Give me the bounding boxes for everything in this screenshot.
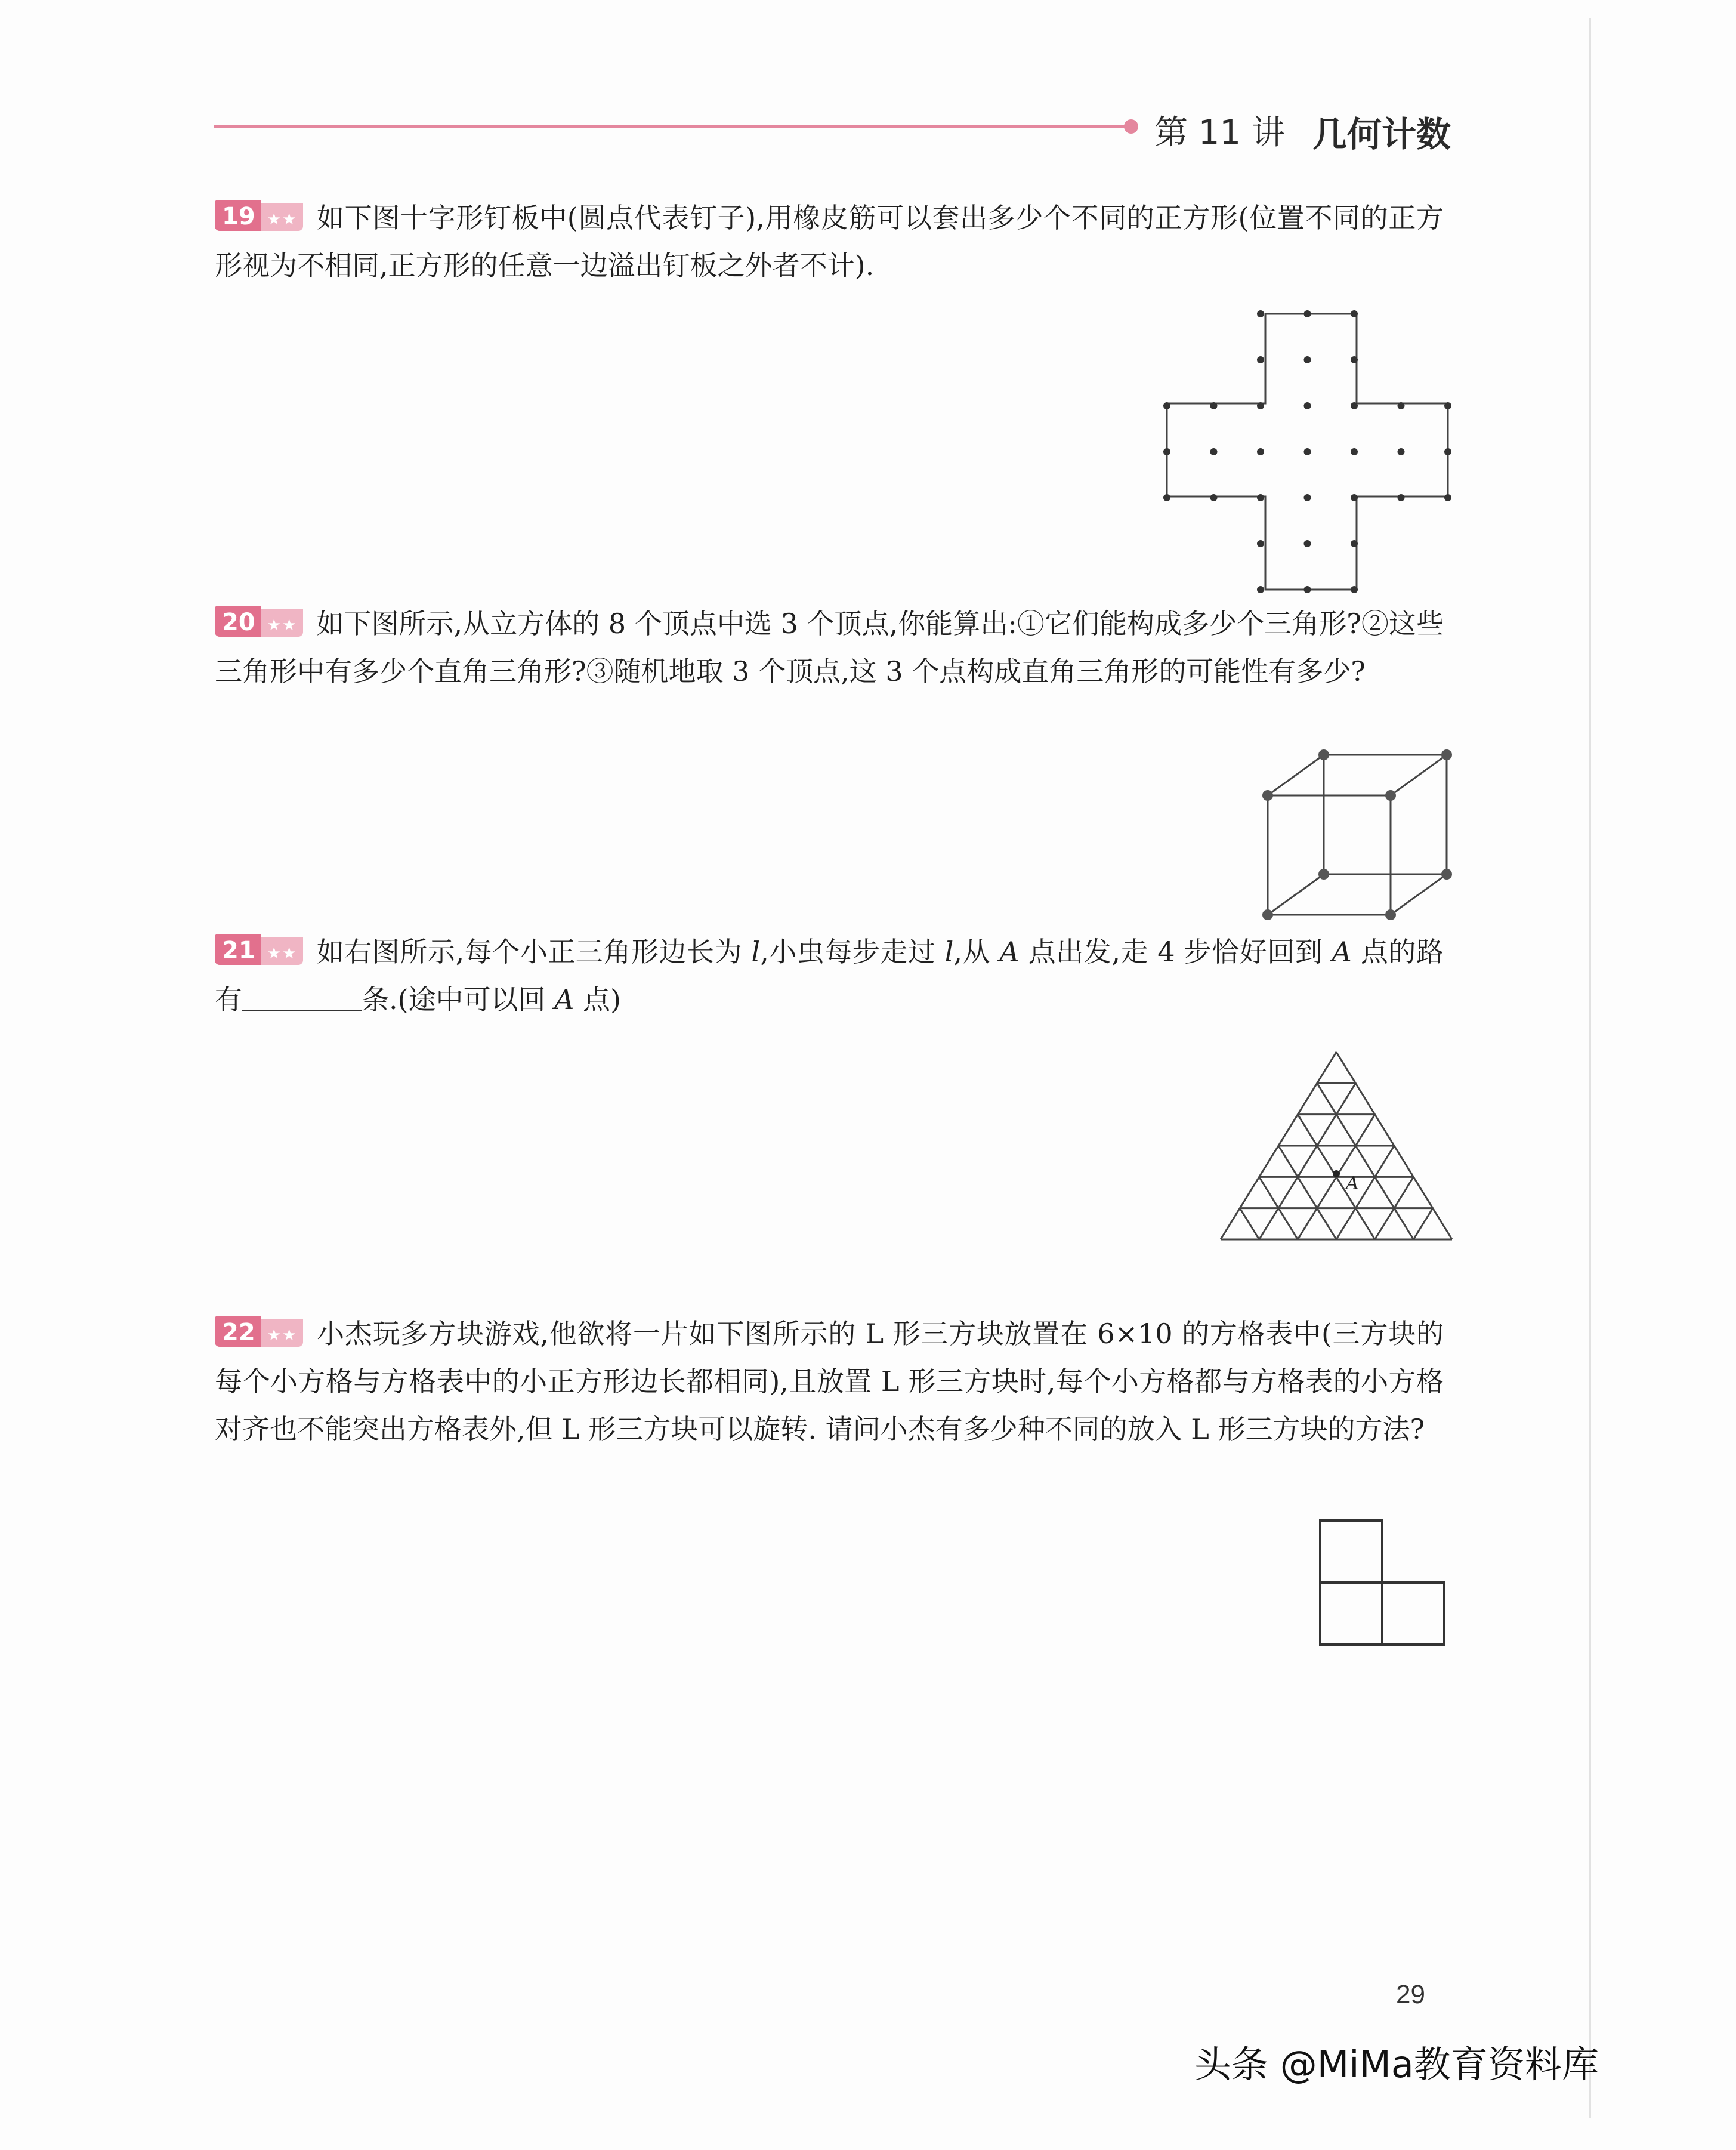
watermark: 头条 @MiMa教育资料库 (1194, 2043, 1599, 2086)
peg (1304, 448, 1311, 455)
difficulty-stars: ★★ (261, 937, 304, 965)
problem-text: ,从 (953, 936, 1000, 968)
problem-number: 22 (215, 1316, 261, 1347)
l-tromino-figure (1318, 1519, 1450, 1650)
point-a-label: A (1346, 1173, 1359, 1194)
peg (1351, 448, 1358, 455)
problem-text: 点的路有 (215, 936, 1444, 1016)
peg (1163, 448, 1170, 455)
problem-text: 条.(途中可以回 (362, 983, 555, 1016)
problem-badge (215, 199, 303, 231)
problem-text: ,小虫每步走过 (760, 936, 945, 968)
page-binding-edge (1589, 18, 1591, 2118)
problem-text: 如下图所示,从立方体的 8 个顶点中选 3 个顶点,你能算出:①它们能构成多少个三角形?②这些三角形中有多少个直角三角形?③随机地取 3 个顶点,这 3 个点构成直角三角形的可能性有多少? (215, 607, 1444, 687)
problem-19 (215, 194, 1444, 289)
peg (1351, 586, 1358, 593)
peg (1444, 448, 1451, 455)
point-a: A (554, 983, 574, 1016)
peg (1257, 310, 1264, 317)
peg (1210, 402, 1218, 409)
point-a: A (1332, 936, 1352, 968)
peg (1304, 494, 1311, 501)
problem-number: 19 (215, 200, 261, 231)
peg (1398, 402, 1405, 409)
cube-figure (1262, 749, 1453, 922)
peg (1304, 540, 1311, 547)
peg (1304, 586, 1311, 593)
header-rule (214, 125, 1125, 128)
problem-22 (215, 1310, 1444, 1453)
peg (1210, 448, 1218, 455)
grid-line (1240, 1208, 1259, 1239)
lecture-topic: 几何计数 (1312, 114, 1451, 155)
problem-number: 21 (215, 934, 261, 965)
answer-blank[interactable] (242, 986, 362, 1011)
grid-line (1413, 1208, 1432, 1239)
problem-text: 点) (574, 983, 622, 1016)
peg (1351, 402, 1358, 409)
triangle-grid-figure (1217, 1047, 1456, 1244)
problem-badge (215, 933, 303, 965)
peg (1210, 494, 1218, 501)
peg (1163, 494, 1170, 501)
peg (1351, 540, 1358, 547)
peg (1351, 310, 1358, 317)
problem-badge (215, 1315, 303, 1347)
peg (1444, 494, 1451, 501)
peg (1257, 494, 1264, 501)
peg (1257, 540, 1264, 547)
lecture-number: 第 11 讲 (1154, 113, 1285, 152)
header-bullet (1124, 119, 1138, 134)
problem-20 (215, 600, 1444, 695)
grid-line (1259, 1083, 1356, 1239)
cross-pegboard-figure (1163, 310, 1450, 597)
point-a: A (999, 936, 1020, 968)
difficulty-stars: ★★ (261, 1319, 304, 1347)
problem-number: 20 (215, 606, 261, 637)
problem-21 (215, 928, 1444, 1023)
difficulty-stars: ★★ (261, 203, 304, 231)
problem-text: 如下图十字形钉板中(圆点代表钉子),用橡皮筋可以套出多少个不同的正方形(位置不同的正方形视为不相同,正方形的任意一边溢出钉板之外者不计). (215, 202, 1444, 282)
problem-text: 小杰玩多方块游戏,他欲将一片如下图所示的 L 形三方块放置在 6×10 的方格表中(三方块的每个小方格与方格表中的小正方形边长都相同),且放置 L 形三方块时,每个小方格都与方格表的小方格对齐也不能突出方格表外,但 L 形三方块可以旋转. 请问小杰有多少种不同的放入 L 形三方块的方法? (215, 1318, 1444, 1445)
page-number: 29 (1396, 1980, 1425, 2009)
problem-badge (215, 604, 303, 637)
problem-text: 如右图所示,每个小正三角形边长为 (316, 936, 752, 968)
peg (1304, 402, 1311, 409)
peg (1257, 402, 1264, 409)
peg (1257, 448, 1264, 455)
peg (1398, 448, 1405, 455)
peg (1304, 356, 1311, 363)
peg (1257, 586, 1264, 593)
peg (1304, 310, 1311, 317)
peg (1444, 402, 1451, 409)
grid-line (1317, 1083, 1414, 1239)
peg (1351, 356, 1358, 363)
problem-text: 点出发,走 4 步恰好回到 (1019, 936, 1332, 968)
peg (1398, 494, 1405, 501)
point-a-marker (1333, 1170, 1340, 1177)
peg (1163, 402, 1170, 409)
variable-l: l (751, 936, 761, 968)
difficulty-stars: ★★ (261, 609, 304, 637)
variable-l: l (944, 936, 954, 968)
peg (1257, 356, 1264, 363)
peg (1351, 494, 1358, 501)
